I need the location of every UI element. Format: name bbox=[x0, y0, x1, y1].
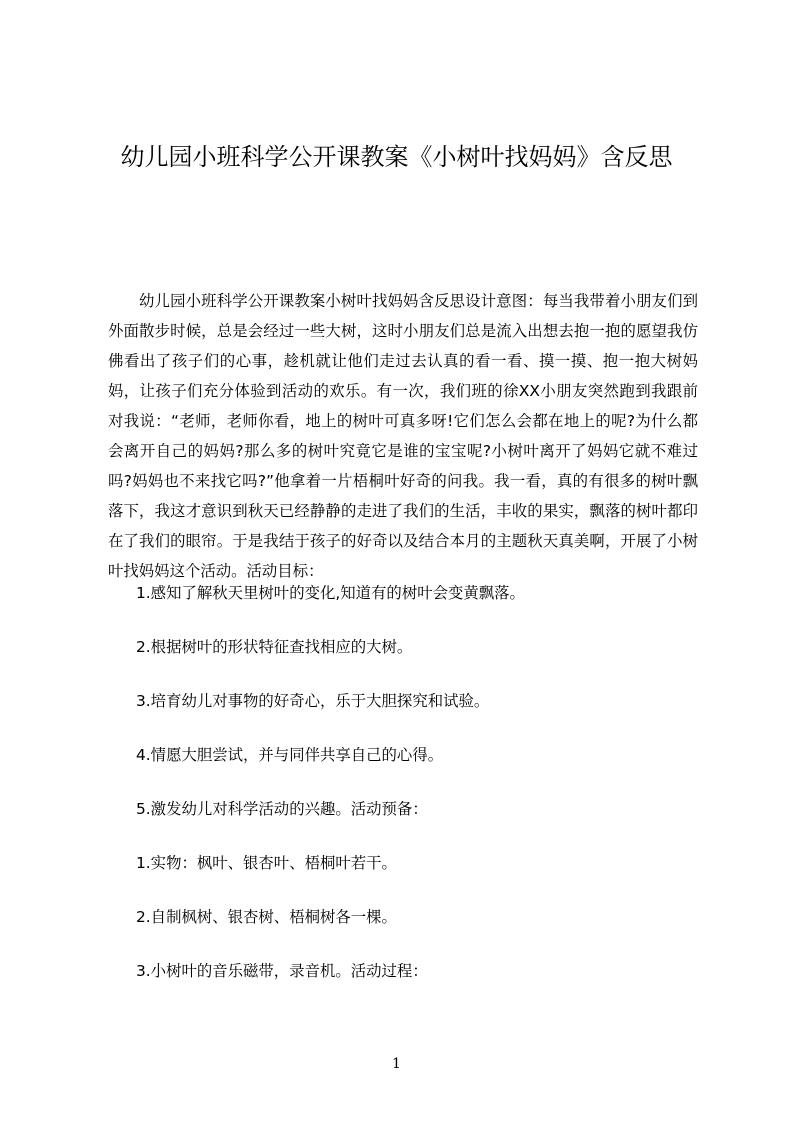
goal-item-2: 2.根据树叶的形状特征查找相应的大树。 bbox=[136, 638, 413, 656]
document-title: 幼儿园小班科学公开课教案《小树叶找妈妈》含反思 bbox=[120, 143, 673, 171]
goal-item-3: 3.培育幼儿对事物的好奇心，乐于大胆探究和试验。 bbox=[136, 692, 490, 710]
goal-item-4: 4.情愿大胆尝试，并与同伴共享自己的心得。 bbox=[136, 746, 444, 764]
page-number: 1 bbox=[392, 1056, 401, 1072]
goal-item-5: 5.激发幼儿对科学活动的兴趣。活动预备： bbox=[136, 800, 428, 818]
goal-item-1: 1.感知了解秋天里树叶的变化,知道有的树叶会变黄飘落。 bbox=[136, 584, 525, 602]
intro-paragraph: 幼儿园小班科学公开课教案小树叶找妈妈含反思设计意图：每当我带着小朋友们到外面散步时候，总是会经过一些大树，这时小朋友们总是流入出想去抱一抱的愿望我仿佛看出了孩子们的心事，趁机就让他们走过去认真的看一看、摸一摸、抱一抱大树妈妈，让孩子们充分体验到活动的欢乐。有一次，我们班的徐XX小朋友突然跑到我跟前对我说：“老师，老师你看，地上的树叶可真多呀!它们怎么会都在地上的呢?为什么都会离开自己的妈妈?那么多的树叶究竟它是谁的宝宝呢?小树叶离开了妈妈它就不难过吗?妈妈也不来找它吗?”他拿着一片梧桐叶好奇的问我。我一看，真的有很多的树叶飘落下，我这才意识到秋天已经静静的走进了我们的生活，丰收的果实，飘落的树叶都印在了我们的眼帘。于是我结于孩子的好奇以及结合本月的主题秋天真美啊，开展了小树叶找妈妈这个活动。活动目标： bbox=[108, 292, 698, 580]
prep-item-2: 2.自制枫树、银杏树、梧桐树各一棵。 bbox=[136, 908, 397, 926]
prep-item-1: 1.实物：枫叶、银杏叶、梧桐叶若干。 bbox=[136, 854, 397, 872]
prep-item-3: 3.小树叶的音乐磁带，录音机。活动过程： bbox=[136, 962, 428, 980]
